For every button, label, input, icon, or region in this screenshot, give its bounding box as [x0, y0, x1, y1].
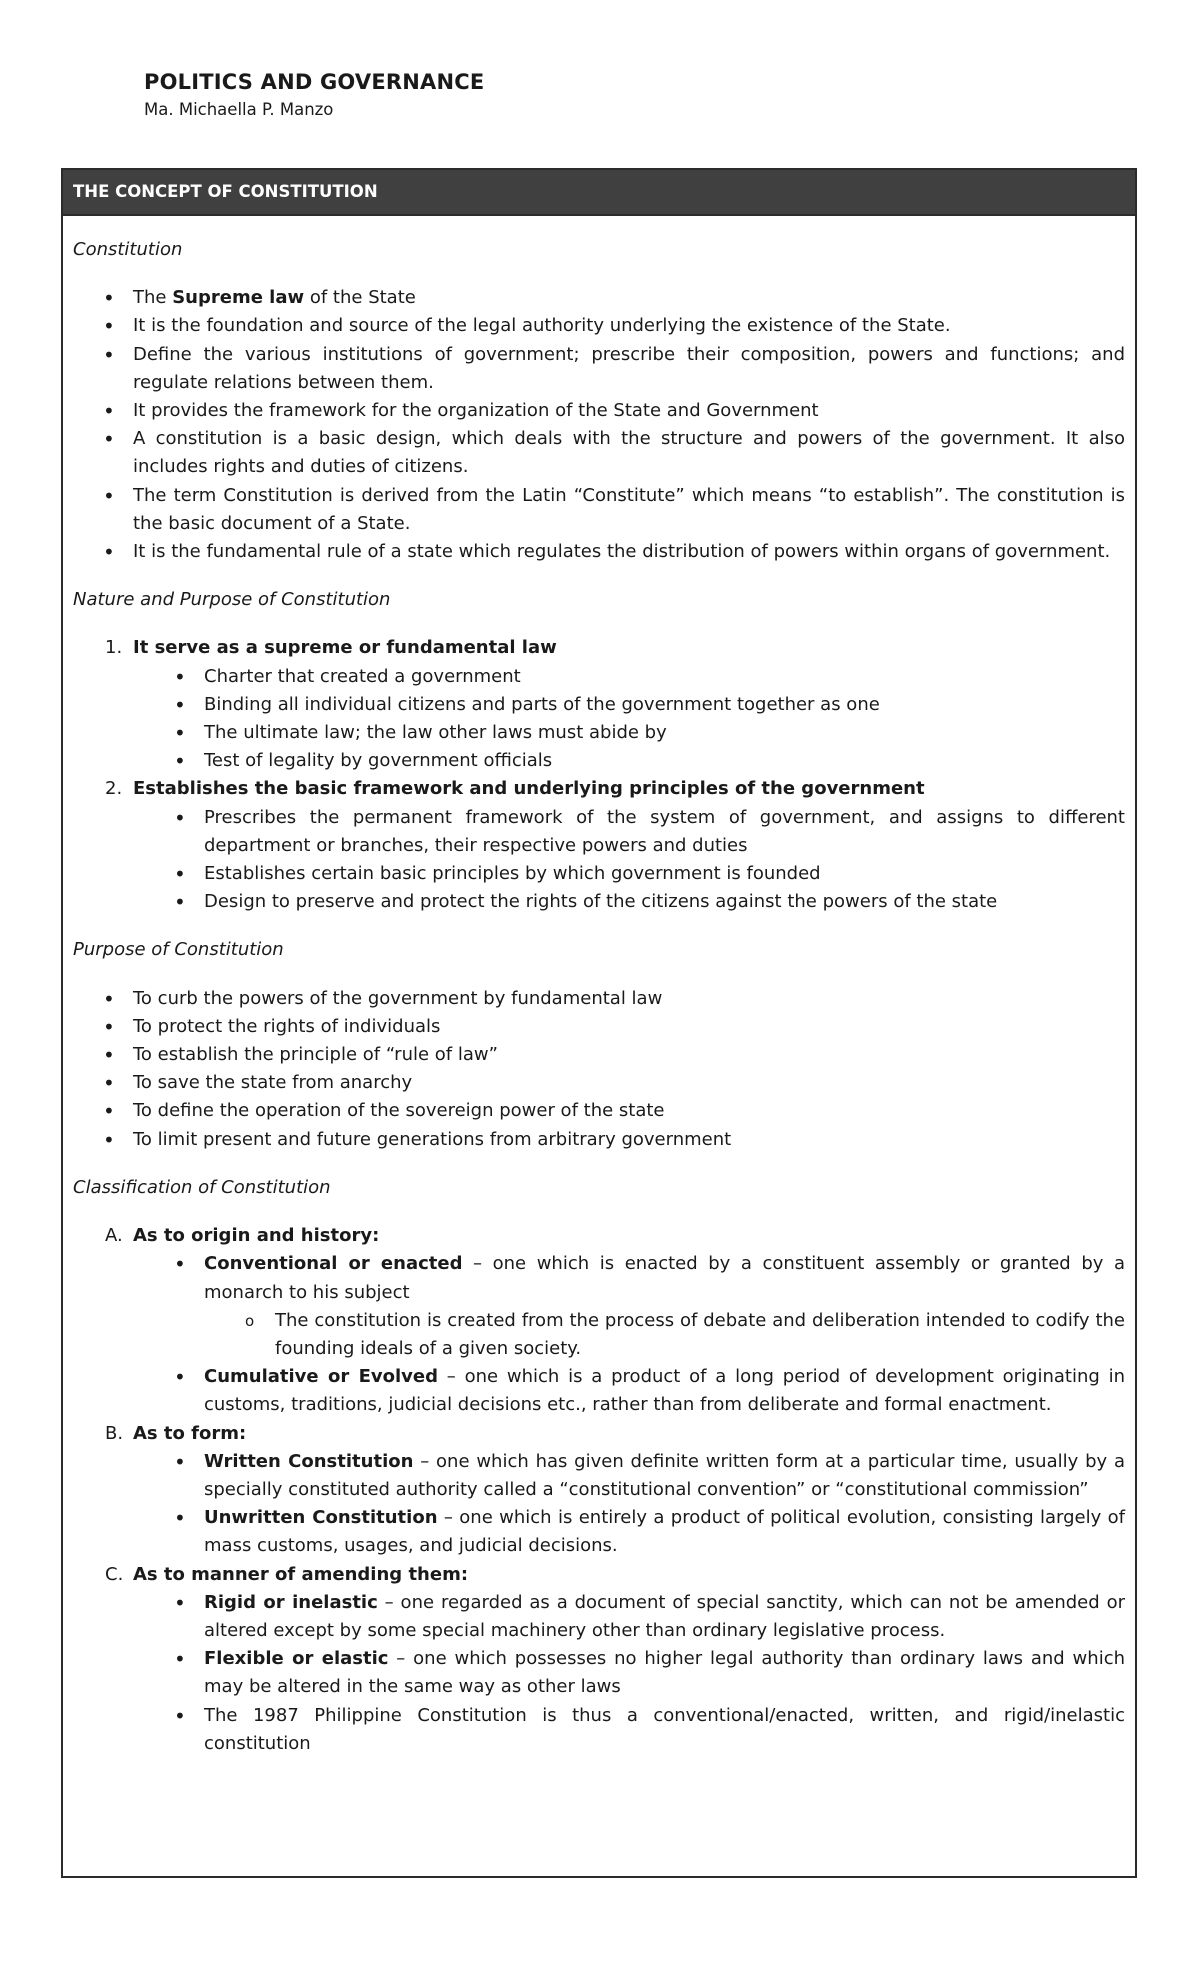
section-title-nature: Nature and Purpose of Constitution [73, 589, 391, 611]
numbered-item: 2. Establishes the basic framework and underlying principles of the government [105, 778, 925, 800]
list-item: • Flexible or elastic – one which possesses no higher legal authority than ordinary laws and which may be altered in the same way as other laws [73, 1645, 1125, 1701]
list-item: • Test of legality by government officials [73, 747, 1125, 775]
list-item: • To save the state from anarchy [73, 1069, 1125, 1097]
list-item: • To establish the principle of “rule of law” [73, 1041, 1125, 1069]
lettered-item: C. As to manner of amending them: [105, 1563, 469, 1585]
list-item: • The Supreme law of the State [73, 284, 1125, 312]
lettered-item: B. As to form: [105, 1422, 247, 1444]
list-item: • The term Constitution is derived from the Latin “Constitute” which means “to establish”. The constitution is the basic document of a State. [73, 482, 1125, 538]
numbered-item: 1. It serve as a supreme or fundamental law [105, 637, 557, 659]
list-item: • Binding all individual citizens and parts of the government together as one [73, 691, 1125, 719]
list-item: • Design to preserve and protect the rights of the citizens against the powers of the state [73, 888, 1125, 916]
list-item: • Establishes certain basic principles by which government is founded [73, 860, 1125, 888]
constitution-list [73, 284, 1125, 566]
box-body [63, 216, 1135, 1758]
list-item: • Written Constitution – one which has given definite written form at a particular time, usually by a specially constituted authority called a “constitutional convention” or “constitutional commission” [73, 1448, 1125, 1504]
list-item: • Charter that created a government [73, 663, 1125, 691]
list-item: • Cumulative or Evolved – one which is a product of a long period of development originating in customs, traditions, judicial decisions etc., rather than from deliberate and formal enactment. [73, 1363, 1125, 1419]
purpose-list [73, 985, 1125, 1154]
list-item: • Rigid or inelastic – one regarded as a document of special sanctity, which can not be amended or altered except by some special machinery other than ordinary legislative process. [73, 1589, 1125, 1645]
box-title: THE CONCEPT OF CONSTITUTION [63, 170, 1135, 216]
list-item: • Unwritten Constitution – one which is entirely a product of political evolution, consisting largely of mass customs, usages, and judicial decisions. [73, 1504, 1125, 1560]
list-item: • To protect the rights of individuals [73, 1013, 1125, 1041]
lettered-item: A. As to origin and history: [105, 1225, 380, 1247]
list-item: • It is the foundation and source of the legal authority underlying the existence of the State. [73, 312, 1125, 340]
classification-list [73, 1222, 1125, 1758]
list-item: • To curb the powers of the government by fundamental law [73, 985, 1125, 1013]
document-author: Ma. Michaella P. Manzo [144, 100, 334, 119]
list-item: • It is the fundamental rule of a state which regulates the distribution of powers within organs of government. [73, 538, 1125, 566]
list-item: • Conventional or enacted – one which is enacted by a constituent assembly or granted by a monarch to his subject [73, 1250, 1125, 1306]
section-title-classification: Classification of Constitution [73, 1176, 331, 1198]
concept-box [61, 168, 1137, 1878]
list-item: • The ultimate law; the law other laws must abide by [73, 719, 1125, 747]
nature-list [73, 634, 1125, 916]
section-title-constitution: Constitution [73, 239, 183, 260]
list-item: • To limit present and future generations from arbitrary government [73, 1126, 1125, 1154]
section-title-purpose: Purpose of Constitution [73, 939, 284, 961]
list-item: • A constitution is a basic design, which deals with the structure and powers of the government. It also includes rights and duties of citizens. [73, 425, 1125, 481]
list-item: • To define the operation of the sovereign power of the state [73, 1097, 1125, 1125]
list-item: • Prescribes the permanent framework of the system of government, and assigns to different department or branches, their respective powers and duties [73, 804, 1125, 860]
list-item: • Define the various institutions of government; prescribe their composition, powers and functions; and regulate relations between them. [73, 341, 1125, 397]
list-item: • It provides the framework for the organization of the State and Government [73, 397, 1125, 425]
list-item: • The 1987 Philippine Constitution is thus a conventional/enacted, written, and rigid/inelastic constitution [73, 1702, 1125, 1758]
list-item: o The constitution is created from the process of debate and deliberation intended to codify the founding ideals of a given society. [73, 1307, 1125, 1363]
document-title: POLITICS AND GOVERNANCE [144, 70, 485, 94]
document-header [144, 70, 484, 119]
